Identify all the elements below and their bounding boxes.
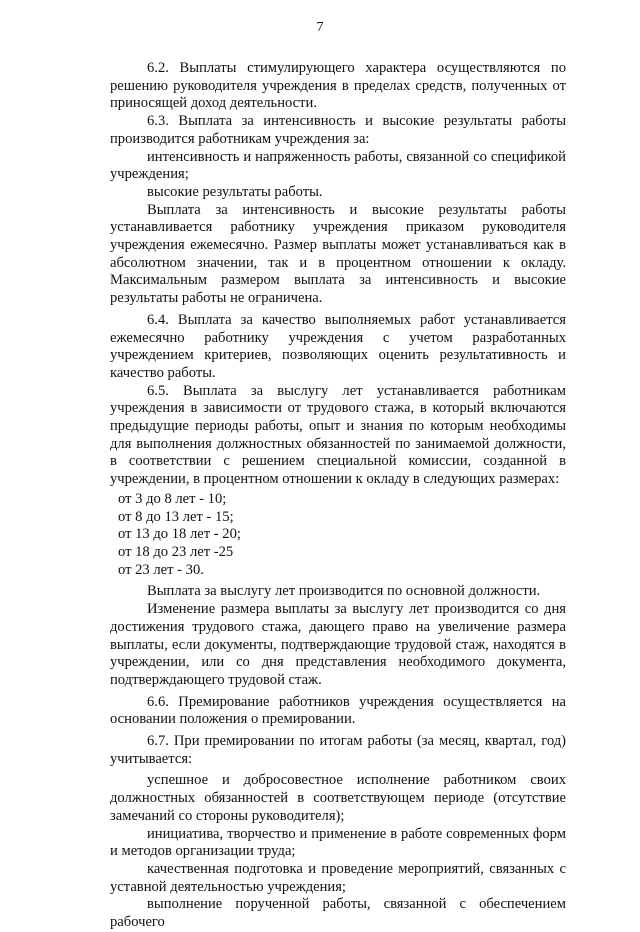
paragraph-intensity-payment: Выплата за интенсивность и высокие результаты работы устанавливается работнику учреждения приказом руководителя учреждения ежемесячно. Размер выплаты может устанавливаться как в абсолютном значении, так и в процентном отношении к окладу. Максимальным размером выплата за интенсивность и высокие результаты работы не ограничена. — [110, 201, 566, 307]
paragraph-6-3: 6.3. Выплата за интенсивность и высокие результаты работы производится работникам учреждения за: — [110, 113, 566, 147]
paragraph-criterion-initiative: инициатива, творчество и применение в работе современных форм и методов организации труда; — [110, 825, 566, 860]
seniority-list-item: от 13 до 18 лет - 20; — [118, 526, 241, 543]
page-number: 7 — [316, 20, 324, 35]
seniority-list-item: от 8 до 13 лет - 15; — [118, 508, 234, 525]
paragraph-results-item: высокие результаты работы. — [147, 183, 323, 200]
paragraph-6-6: 6.6. Премирование работников учреждения осуществляется на основании положения о премировании. — [110, 693, 566, 728]
document-body — [110, 60, 566, 932]
paragraph-main-position: Выплата за выслугу лет производится по основной должности. — [147, 583, 541, 600]
paragraph-change-size: Изменение размера выплаты за выслугу лет производится со дня достижения трудового стажа, дающего право на увеличение размера выплаты, если документы, подтверждающие трудовой стаж, находятся в учреждении, или со дня представления необходимого документа, подтверждающего трудовой стаж. — [110, 601, 566, 688]
paragraph-6-4: 6.4. Выплата за качество выполняемых работ устанавливается ежемесячно работнику учреждения с учетом разработанных учреждением критериев, позволяющих оценить результативность и качество работы. — [110, 311, 566, 381]
paragraph-criterion-diligence: успешное и добросовестное исполнение работником своих должностных обязанностей в соответствующем периоде (отсутствие замечаний со стороны руководителя); — [110, 772, 566, 824]
paragraph-intensity-item: интенсивность и напряженность работы, связанной со спецификой учреждения; — [110, 148, 566, 183]
seniority-list-item: от 18 до 23 лет -25 — [118, 543, 234, 560]
paragraph-criterion-assigned-work: выполнение порученной работы, связанной с обеспечением рабочего — [110, 896, 566, 931]
seniority-list-item: от 3 до 8 лет - 10; — [118, 490, 227, 507]
paragraph-6-5: 6.5. Выплата за выслугу лет устанавливается работникам учреждения в зависимости от трудового стажа, в который включаются предыдущие периоды работы, опыт и знания по которым необходимы для выполнения должностных обязанностей по занимаемой должности, в соответствии с решением специальной комиссии, созданной в учреждении, в процентном отношении к окладу в следующих размерах: — [110, 382, 566, 488]
paragraph-6-2: 6.2. Выплаты стимулирующего характера осуществляются по решению руководителя учреждения в пределах средств, полученных от приносящей доход деятельности. — [110, 60, 566, 112]
seniority-list-item: от 23 лет - 30. — [118, 561, 204, 578]
paragraph-criterion-events: качественная подготовка и проведение мероприятий, связанных с уставной деятельностью учреждения; — [110, 860, 566, 895]
paragraph-6-7: 6.7. При премировании по итогам работы (за месяц, квартал, год) учитывается: — [110, 733, 566, 767]
